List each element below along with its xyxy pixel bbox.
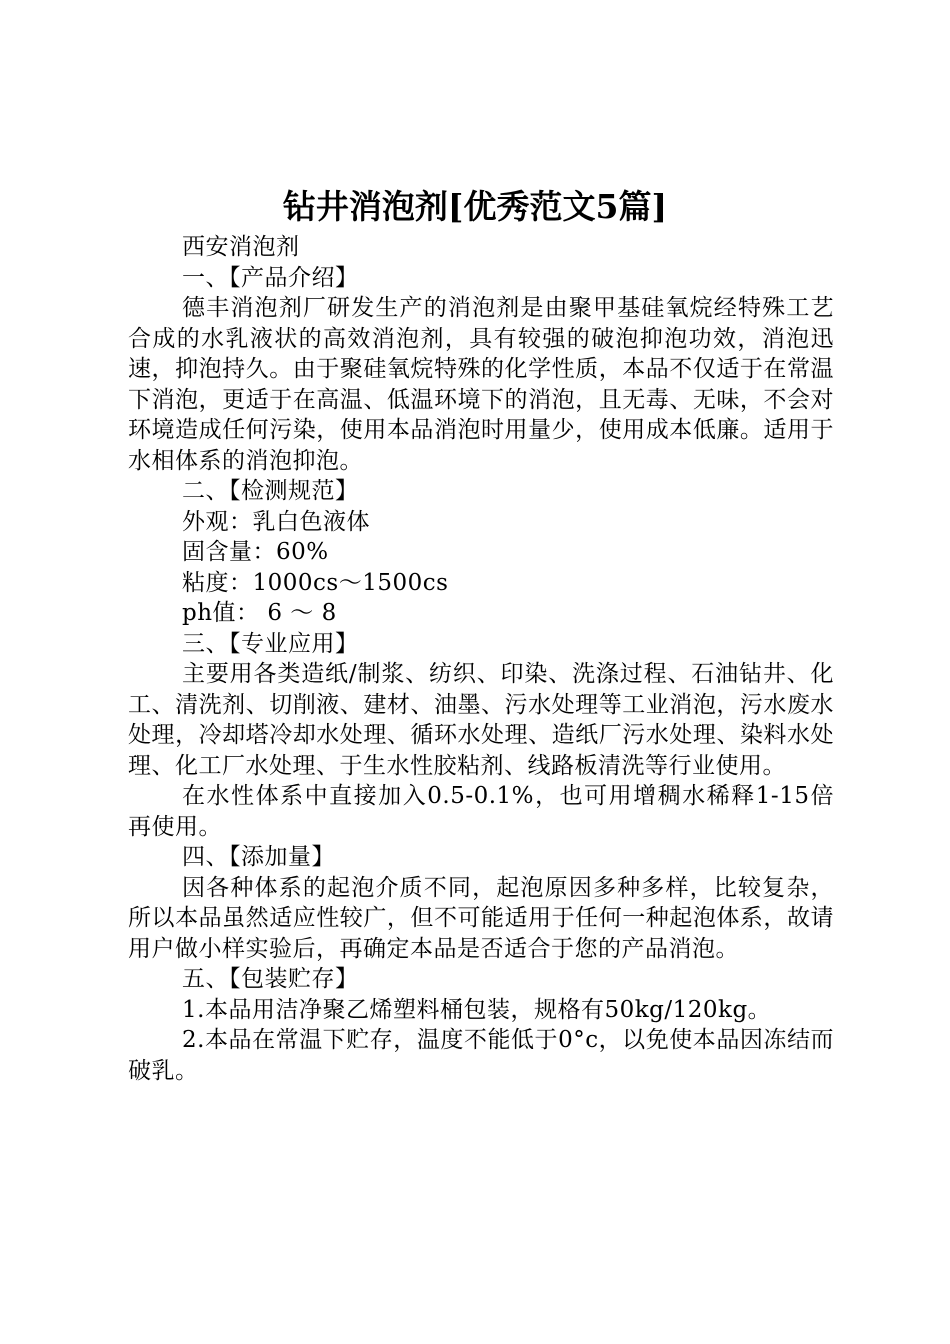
paragraph-subtitle: 西安消泡剂 bbox=[182, 234, 300, 260]
paragraph-dosage: 因各种体系的起泡介质不同，起泡原因多种多样，比较复杂，所以本品虽然适应性较广，但不可能适用于任何一种起泡体系，故请用户做小样实验后，再确定本品是否适合于您的产品消泡。 bbox=[128, 874, 834, 962]
section-heading-specs: 二、【检测规范】 bbox=[182, 478, 359, 504]
paragraph-usage: 在水性体系中直接加入0.5-0.1%，也可用增稠水稀释1-15倍再使用。 bbox=[128, 783, 834, 840]
section-heading-applications: 三、【专业应用】 bbox=[182, 630, 359, 657]
paragraph-product-intro: 德丰消泡剂厂研发生产的消泡剂是由聚甲基硅氧烷经特殊工艺合成的水乳液状的高效消泡剂，具有较强的破泡抑泡功效，消泡迅速，抑泡持久。由于聚硅氧烷特殊的化学性质，本品不仅适于在常温下消泡，更适于在高温、低温环境下的消泡，且无毒、无味，不会对环境造成任何污染，使用本品消泡时用量少，使用成本低廉。适用于水相体系的消泡抑泡。 bbox=[128, 295, 834, 474]
document-title: 钻井消泡剂[优秀范文5篇] bbox=[282, 187, 668, 226]
section-heading-dosage: 四、【添加量】 bbox=[182, 844, 335, 870]
spec-ph: ph值： 6 ～ 8 bbox=[182, 600, 337, 626]
spec-appearance: 外观：乳白色液体 bbox=[182, 508, 370, 535]
paragraph-packaging-2: 2.本品在常温下贮存，温度不能低于0°c，以免使本品因冻结而破乳。 bbox=[128, 1027, 834, 1084]
spec-viscosity: 粘度：1000cs～1500cs bbox=[182, 569, 449, 596]
section-heading-packaging: 五、【包装贮存】 bbox=[182, 966, 359, 992]
paragraph-applications: 主要用各类造纸/制浆、纺织、印染、洗涤过程、石油钻井、化工、清洗剂、切削液、建材、油墨、污水处理等工业消泡，污水废水处理，冷却塔冷却水处理、循环水处理、造纸厂污水处理、染料水处理、化工厂水处理、于生水性胶粘剂、线路板清洗等行业使用。 bbox=[128, 661, 834, 779]
paragraph-packaging-1: 1.本品用洁净聚乙烯塑料桶包装，规格有50kg/120kg。 bbox=[182, 996, 772, 1023]
section-heading-product-intro: 一、【产品介绍】 bbox=[182, 264, 359, 291]
spec-solid-content: 固含量：60% bbox=[182, 539, 329, 565]
document-body bbox=[128, 232, 834, 1086]
